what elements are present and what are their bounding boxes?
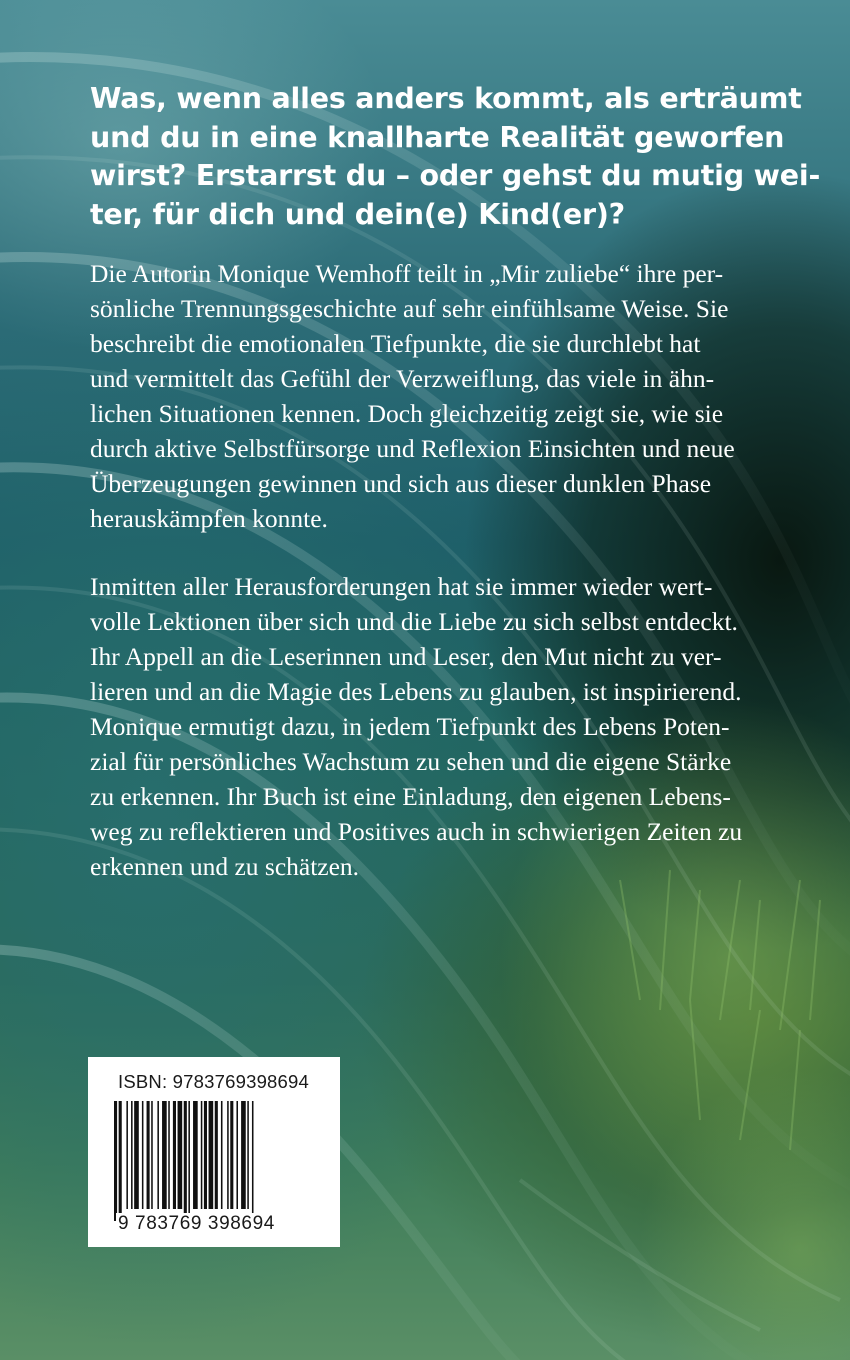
barcode-bar bbox=[151, 1101, 153, 1209]
barcode-bar bbox=[247, 1101, 249, 1209]
paragraph-line: beschreibt die emotionalen Tiefpunkte, die sie durchlebt hat bbox=[90, 329, 701, 358]
barcode-bar bbox=[236, 1101, 238, 1209]
barcode-bar bbox=[209, 1101, 214, 1209]
barcode-bar bbox=[119, 1101, 122, 1221]
barcode-bar bbox=[201, 1101, 203, 1209]
barcode-bar bbox=[215, 1101, 218, 1209]
headline-line: und du in eine knallharte Realität geworfen bbox=[90, 120, 785, 154]
barcode-bar bbox=[230, 1101, 233, 1209]
barcode-bar bbox=[162, 1101, 167, 1209]
paragraph-line: volle Lektionen über sich und die Liebe zu sich selbst entdeckt. bbox=[90, 607, 738, 636]
barcode-bar bbox=[193, 1101, 198, 1209]
paragraph-line: Überzeugungen gewinnen und sich aus dieser dunklen Phase bbox=[90, 469, 712, 498]
paragraph-line: Die Autorin Monique Wemhoff teilt in „Mir zuliebe“ ihre per- bbox=[90, 259, 724, 288]
barcode-bar bbox=[241, 1101, 246, 1209]
headline-line: ter, für dich und dein(e) Kind(er)? bbox=[90, 197, 626, 231]
barcode-bar bbox=[221, 1101, 223, 1209]
isbn-barcode-box bbox=[88, 1057, 340, 1247]
barcode-bar bbox=[173, 1101, 176, 1209]
barcode-bar bbox=[204, 1101, 207, 1209]
paragraph-line: zial für persönliches Wachstum zu sehen und die eigene Stärke bbox=[90, 747, 732, 776]
barcode-bar bbox=[134, 1101, 139, 1209]
back-cover-text bbox=[90, 80, 821, 884]
paragraph-line: sönliche Trennungsgeschichte auf sehr einfühlsame Weise. Sie bbox=[90, 294, 729, 323]
barcode-bar bbox=[157, 1101, 159, 1209]
barcode-bar bbox=[126, 1101, 128, 1209]
barcode-bar bbox=[178, 1101, 183, 1209]
paragraph-line: weg zu reflektieren und Positives auch in schwierigen Zeiten zu bbox=[90, 817, 743, 846]
headline-line: Was, wenn alles anders kommt, als erträumt bbox=[90, 82, 802, 115]
blurb-paragraph-2 bbox=[90, 569, 760, 884]
barcode-digits: 9 783769 398694 bbox=[118, 1213, 275, 1234]
barcode-bar bbox=[227, 1101, 229, 1209]
blurb-paragraph-1 bbox=[90, 256, 760, 536]
paragraph-line: zu erkennen. Ihr Buch ist eine Einladung, den eigenen Lebens- bbox=[90, 782, 731, 811]
barcode-icon bbox=[106, 1101, 322, 1223]
barcode-bar bbox=[131, 1101, 133, 1209]
barcode-bar bbox=[184, 1101, 187, 1221]
teaser-headline bbox=[90, 80, 821, 234]
isbn-label: ISBN: 9783769398694 bbox=[118, 1071, 310, 1092]
headline-line: wirst? Erstarrst du – oder gehst du mutig wei- bbox=[90, 159, 821, 192]
paragraph-line: Inmitten aller Herausforderungen hat sie immer wieder wert- bbox=[90, 572, 713, 601]
paragraph-line: Ihr Appell an die Leserinnen und Leser, den Mut nicht zu ver- bbox=[90, 642, 722, 671]
paragraph-line: und vermittelt das Gefühl der Verzweiflung, das viele in ähn- bbox=[90, 364, 715, 393]
paragraph-line: erkennen und zu schätzen. bbox=[90, 852, 360, 881]
barcode-bar bbox=[147, 1101, 150, 1209]
paragraph-line: durch aktive Selbstfürsorge und Reflexion Einsichten und neue bbox=[90, 434, 735, 463]
barcode-bar bbox=[252, 1101, 254, 1221]
paragraph-line: Monique ermutigt dazu, in jedem Tiefpunkt des Lebens Poten- bbox=[90, 712, 730, 741]
barcode-bar bbox=[188, 1101, 190, 1221]
barcode-bar bbox=[114, 1101, 117, 1221]
barcode-bar bbox=[168, 1101, 170, 1209]
paragraph-line: herauskämpfen konnte. bbox=[90, 504, 328, 533]
barcode-bar bbox=[142, 1101, 144, 1209]
paragraph-line: lichen Situationen kennen. Doch gleichzeitig zeigt sie, wie sie bbox=[90, 399, 724, 428]
paragraph-line: lieren und an die Magie des Lebens zu glauben, ist inspirierend. bbox=[90, 677, 742, 706]
